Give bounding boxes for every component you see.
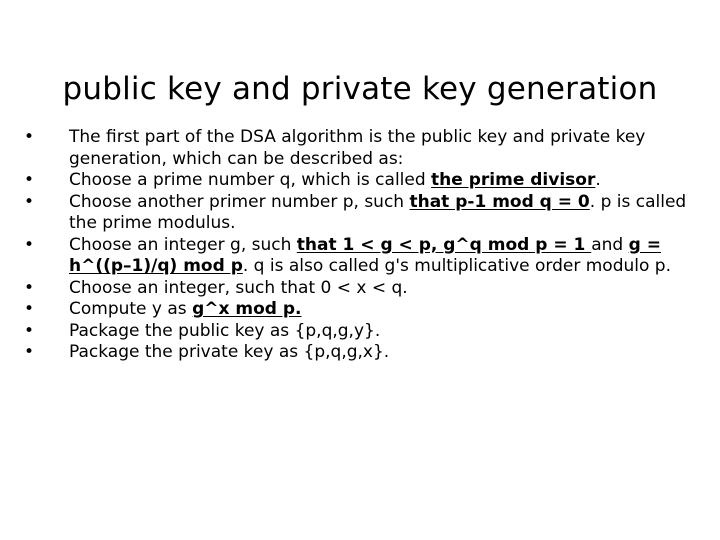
bullet-text: Choose an integer, such that 0 < x < q.: [69, 277, 408, 298]
bullet-marker: •: [24, 299, 35, 319]
emphasized-text: g = h^((p–1)/q) mod p: [69, 234, 661, 276]
bullet-text: Choose another primer number p, such: [69, 191, 410, 212]
emphasized-text: g^x mod p.: [192, 299, 302, 319]
bullet-item: [24, 127, 700, 170]
bullet-item: [24, 321, 700, 343]
emphasized-text: that 1 < g < p, g^q mod p = 1: [296, 234, 592, 255]
bullet-text: Choose an integer g, such: [69, 234, 297, 255]
bullet-item: [24, 192, 700, 235]
bullet-text: . q is also called g's multiplicative order modulo p.: [242, 256, 671, 276]
bullet-text: Package the private key as {p,q,g,x}.: [69, 342, 390, 362]
bullet-marker: •: [24, 127, 35, 147]
bullet-item: [24, 278, 700, 300]
bullet-marker: •: [24, 170, 35, 190]
bullet-text: .: [595, 170, 601, 190]
bullet-marker: •: [24, 320, 35, 341]
bullet-list: [24, 127, 700, 364]
bullet-item: [24, 170, 700, 192]
bullet-text: and: [591, 234, 629, 255]
bullet-text: Compute y as: [69, 299, 193, 319]
emphasized-text: the prime divisor: [431, 170, 596, 190]
bullet-text: . p is called the prime modulus.: [69, 191, 687, 233]
bullet-marker: •: [24, 234, 35, 255]
bullet-item: [24, 299, 700, 321]
bullet-item: [24, 235, 700, 278]
bullet-text: Choose a prime number q, which is called: [69, 170, 432, 190]
bullet-marker: •: [24, 191, 35, 212]
emphasized-text: that p-1 mod q = 0: [409, 191, 590, 212]
bullet-marker: •: [24, 342, 35, 362]
bullet-text: The first part of the DSA algorithm is the public key and private key generation, which can be described as:: [69, 127, 646, 169]
bullet-text: Package the public key as {p,q,g,y}.: [69, 320, 381, 341]
bullet-marker: •: [24, 277, 35, 298]
bullet-item: [24, 342, 700, 364]
slide-title: public key and private key generation: [62, 70, 658, 107]
